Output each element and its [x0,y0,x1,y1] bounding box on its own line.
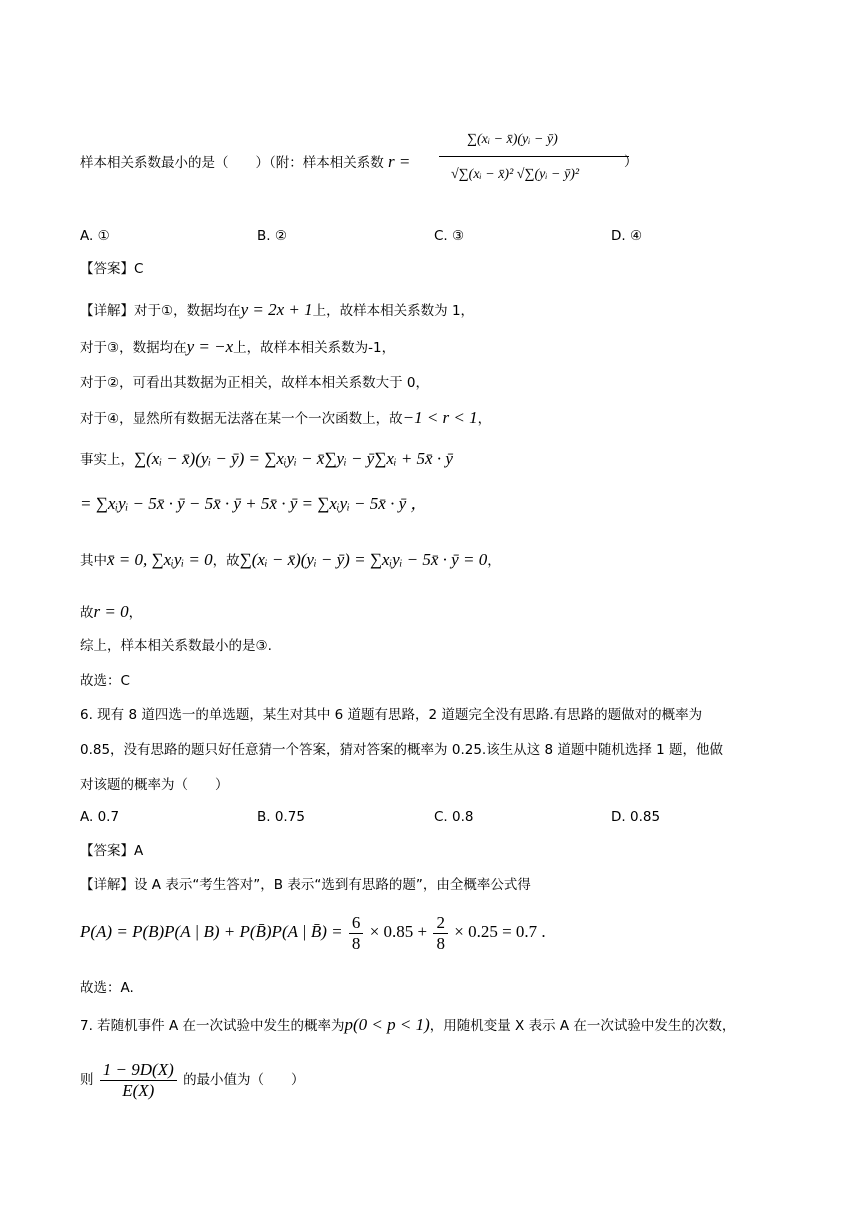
q7-fraction: $\frac{1 - 9D(X)}{E(X)}$ [100,1060,177,1101]
q6-explain: 【详解】设 A 表示“考生答对”，B 表示“选到有思路的题”，由全概率公式得 [80,877,531,893]
q6-choice-a: A. 0.7 [80,809,120,825]
q5-choice-c: C. ③ [434,228,465,244]
r-label: r = [388,152,411,171]
q5-explain-line4: 对于④，显然所有数据无法落在某一个一次函数上，故−1 < r < 1， [80,408,492,427]
q6-stem-line2: 0.85，没有思路的题只好任意猜一个答案，猜对答案的概率为 0.25.该生从这 8 道题中随机选择 1 题，他做 [80,742,724,758]
q5-explain-line6: = ∑xᵢyᵢ − 5x̄ · ȳ − 5x̄ · ȳ + 5x̄ · ȳ = ∑xᵢyᵢ − 5x̄ · ȳ ， [80,494,428,513]
q6-formula: P(A) = P(B)P(A | B) + P(B̄)P(A | B̄) = $\frac{6}{8}$ × 0.85 + $\frac{2}{8}$ × 0.25 = 0.7 . [80,912,546,953]
q7-stem-line2: 则 $\frac{1 - 9D(X)}{E(X)}$ 的最小值为（ ） [80,1059,305,1100]
q6-answer: 【答案】A [80,843,144,859]
fraction-six-eighths: $\frac{6}{8}$ [349,913,364,954]
q6-choice-d: D. 0.85 [611,809,661,825]
q6-stem-line3: 对该题的概率为（ ） [80,777,229,793]
formula-denominator: √∑(xᵢ − x̄)² √∑(yᵢ − ȳ)² [451,167,580,182]
q5-choice-a: A. ① [80,228,110,244]
q5-choice-b: B. ② [257,228,287,244]
q6-stem-line1: 6. 现有 8 道四选一的单选题，某生对其中 6 道题有思路，2 道题完全没有思路.有思路的题做对的概率为 [80,707,703,723]
q5-close-paren: ） [624,154,638,170]
q7-stem-line1: 7. 若随机事件 A 在一次试验中发生的概率为p(0 < p < 1)，用随机变量 X 表示 A 在一次试验中发生的次数， [80,1015,736,1034]
correlation-formula [439,118,629,197]
q5-conclusion: 综上，样本相关系数最小的是③. [80,638,272,654]
q5-select: 故选：C [80,673,130,689]
q5-explain-line2: 对于③，数据均在y = −x上，故样本相关系数为-1， [80,337,396,356]
q5-explain-line1: 【详解】对于①，数据均在y = 2x + 1上，故样本相关系数为 1， [80,300,475,319]
q5-stem-text: 样本相关系数最小的是（ ）（附：样本相关系数 [80,155,384,171]
q5-explain-line8: 故r = 0， [80,602,143,621]
q6-choice-c: C. 0.8 [434,809,474,825]
q6-select: 故选：A. [80,980,134,996]
formula-numerator: ∑(xᵢ − x̄)(yᵢ − ȳ) [439,118,629,157]
q5-stem [80,152,410,173]
q5-explain-line3: 对于②，可看出其数据为正相关，故样本相关系数大于 0， [80,375,429,391]
q5-answer: 【答案】C [80,261,144,277]
q6-choice-b: B. 0.75 [257,809,305,825]
q5-choice-d: D. ④ [611,228,643,244]
q5-explain-line5: 事实上，∑(xᵢ − x̄)(yᵢ − ȳ) = ∑xᵢyᵢ − x̄∑yᵢ − ȳ∑xᵢ + 5x̄ · ȳ [80,449,453,468]
q5-explain-line7: 其中x̄ = 0, ∑xᵢyᵢ = 0，故∑(xᵢ − x̄)(yᵢ − ȳ) = ∑xᵢyᵢ − 5x̄ · ȳ = 0， [80,550,501,569]
fraction-two-eighths: $\frac{2}{8}$ [433,913,448,954]
